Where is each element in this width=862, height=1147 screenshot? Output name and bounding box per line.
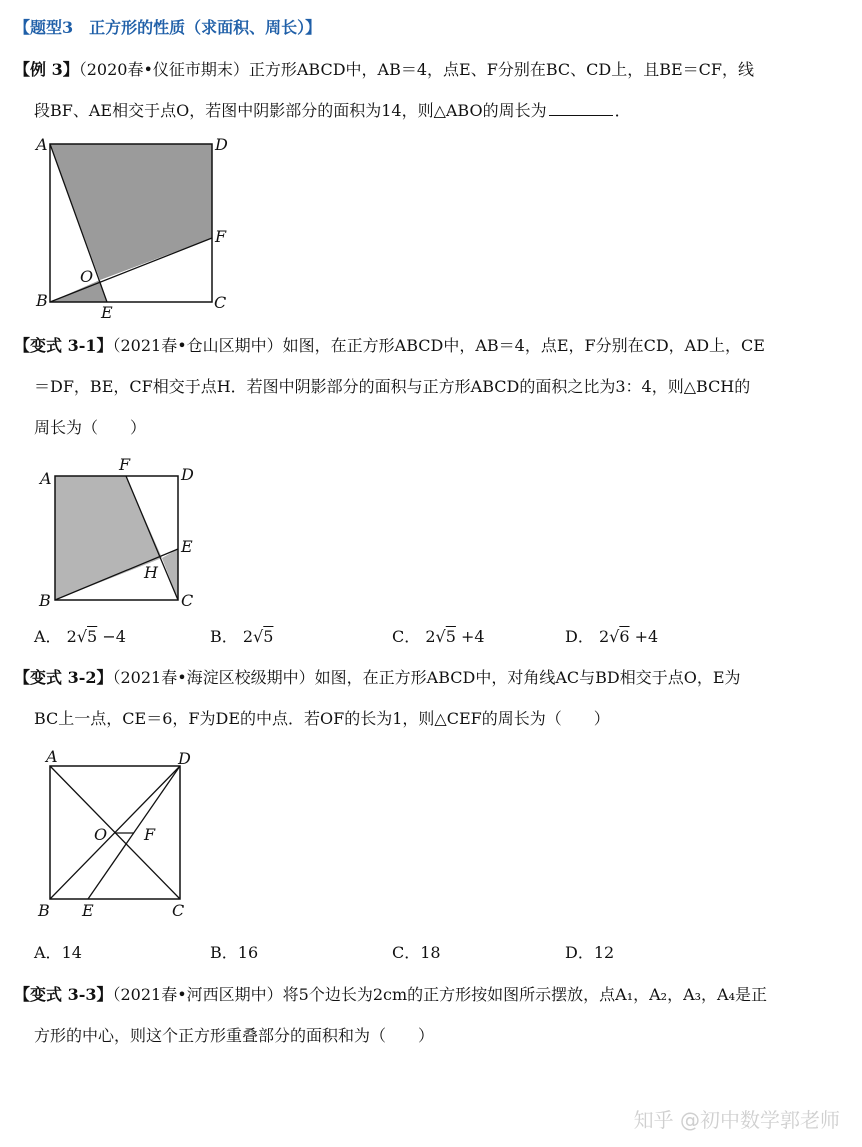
variant-3-1-figure [30, 452, 210, 612]
example-3-tag: 【例 3】 [14, 60, 79, 79]
option-a-value: 14 [61, 943, 82, 962]
label-h: H [144, 563, 158, 582]
option-b[interactable]: B． 2√5 [210, 627, 274, 646]
label-a: A [36, 135, 48, 154]
option-c-value: 18 [420, 943, 441, 962]
variant-3-1-line-2: ＝DF，BE，CF相交于点H．若图中阴影部分的面积与正方形ABCD的面积之比为3：4，则△BCH的 [34, 377, 751, 396]
option-c-rest: +4 [455, 627, 485, 646]
option-c[interactable]: C． 2√5 +4 [392, 627, 485, 646]
label-d: D [181, 465, 194, 484]
section-title: 【题型3 正方形的性质（求面积、周长）】 [14, 18, 322, 37]
label-d: D [215, 135, 228, 154]
option-c-key: C． [392, 627, 421, 646]
option-a-key: A． [34, 943, 62, 962]
example-3-line-2 [34, 101, 631, 121]
label-e: E [181, 537, 193, 556]
example-3-text-1: （2020春•仪征市期末）正方形ABCD中，AB＝4，点E、F分别在BC、CD上，且BE＝CF，线 [78, 60, 754, 79]
variant-3-3-text-1: （2021春•河西区期中）将5个边长为2cm的正方形按如图所示摆放，点A₁，A₂，A₃，A₄是正 [112, 985, 768, 1004]
variant-3-3-line-1 [14, 985, 767, 1005]
variant-3-3-line-2: 方形的中心，则这个正方形重叠部分的面积和为（ ） [34, 1026, 435, 1045]
option-c-key: C． [392, 943, 421, 962]
label-b: B [38, 901, 50, 920]
label-b: B [36, 291, 48, 310]
label-e: E [82, 901, 94, 920]
answer-blank[interactable] [549, 115, 613, 116]
option-a[interactable] [34, 943, 82, 963]
watermark: 知乎 @初中数学郭老师 [633, 1108, 840, 1132]
variant-3-1-text-1: （2021春•仓山区期中）如图，在正方形ABCD中，AB＝4，点E，F分别在CD，AD上，CE [112, 336, 765, 355]
variant-3-3-tag: 【变式 3-3】 [14, 985, 113, 1004]
label-c: C [181, 591, 194, 610]
option-b-value: 16 [237, 943, 259, 962]
option-c-radicand: 5 [445, 627, 456, 646]
variant-3-1-line-3: 周长为（ ） [34, 418, 147, 437]
label-o: O [94, 825, 108, 844]
option-d-key: D． [565, 627, 594, 646]
example-3-text-2: 段BF、AE相交于点O，若图中阴影部分的面积为14，则△ABO的周长为 [34, 101, 547, 120]
variant-3-2-figure [30, 748, 210, 926]
label-o: O [80, 267, 94, 286]
example-3-line-1 [14, 60, 754, 80]
option-a-rest: −4 [97, 627, 126, 646]
option-d-value: 12 [593, 943, 615, 962]
label-d: D [178, 749, 191, 768]
option-b[interactable] [210, 943, 258, 963]
example-3-period: ． [614, 101, 631, 120]
variant-3-2-tag: 【变式 3-2】 [14, 668, 113, 687]
label-c: C [172, 901, 185, 920]
option-a-radicand: 5 [87, 627, 98, 646]
variant-3-2-line-2: BC上一点，CE＝6，F为DE的中点．若OF的长为1，则△CEF的周长为（ ） [34, 709, 610, 728]
option-d[interactable] [565, 943, 614, 963]
label-e: E [101, 303, 113, 320]
variant-3-1-line-1 [14, 336, 765, 356]
option-b-key: B． [210, 627, 238, 646]
option-c-coef: 2 [425, 627, 436, 646]
option-d-key: D． [565, 943, 594, 962]
example-3-figure [30, 132, 240, 320]
option-d-coef: 2 [598, 627, 610, 646]
option-b-coef: 2 [242, 627, 254, 646]
label-a: A [46, 748, 58, 766]
label-b: B [39, 591, 51, 610]
option-a-key: A． [34, 627, 62, 646]
option-b-radicand: 5 [263, 627, 274, 646]
option-d[interactable]: D． 2√6 +4 [565, 627, 659, 646]
shaded-region-right [162, 549, 178, 600]
variant-3-1-tag: 【变式 3-1】 [14, 336, 113, 355]
option-d-rest: +4 [629, 627, 659, 646]
variant-3-2-text-1: （2021春•海淀区校级期中）如图，在正方形ABCD中，对角线AC与BD相交于点O，E为 [112, 668, 741, 687]
label-f: F [119, 455, 131, 474]
option-a[interactable]: A． 2√5 −4 [34, 627, 126, 646]
label-a: A [40, 469, 52, 488]
label-f: F [144, 825, 156, 844]
option-d-radicand: 6 [619, 627, 630, 646]
option-b-key: B． [210, 943, 238, 962]
label-f: F [215, 227, 227, 246]
option-c[interactable] [392, 943, 441, 963]
option-a-coef: 2 [66, 627, 77, 646]
variant-3-2-line-1 [14, 668, 741, 688]
label-c: C [214, 293, 227, 312]
